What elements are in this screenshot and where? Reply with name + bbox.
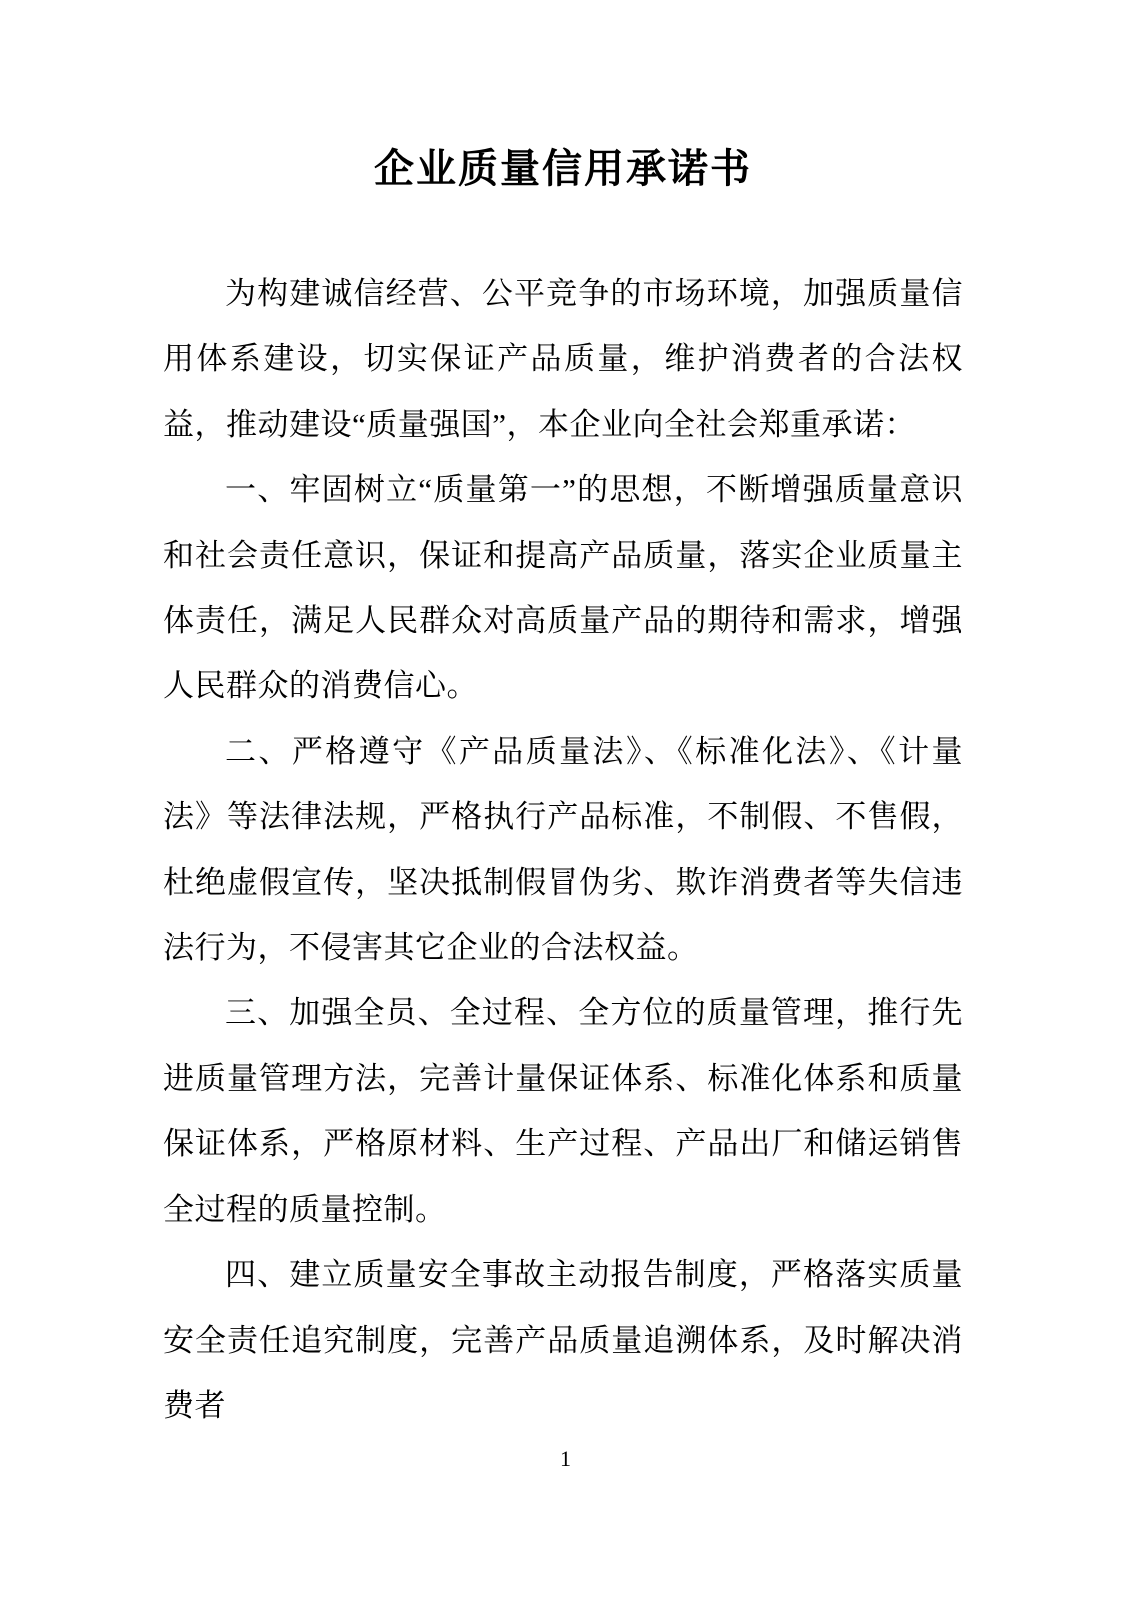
page-number: 1 — [560, 1446, 571, 1471]
paragraph-item-3: 三、加强全员、全过程、全方位的质量管理，推行先进质量管理方法，完善计量保证体系、标准化体系和质量保证体系，严格原材料、生产过程、产品出厂和储运销售全过程的质量控制。 — [163, 995, 963, 1227]
paragraph-item-2: 二、严格遵守《产品质量法》、《标准化法》、《计量法》等法律法规，严格执行产品标准，不制假、不售假，杜绝虚假宣传，坚决抵制假冒伪劣、欺诈消费者等失信违法行为，不侵害其它企业的合法权益。 — [163, 733, 963, 966]
document-content — [0, 146, 1131, 1438]
paragraph-intro: 为构建诚信经营、公平竞争的市场环境，加强质量信用体系建设，切实保证产品质量，维护消费者的合法权益，推动建设“质量强国”，本企业向全社会郑重承诺： — [163, 276, 963, 442]
document-title: 企业质量信用承诺书 — [374, 147, 752, 191]
document-body — [163, 261, 963, 1438]
paragraph-item-1: 一、牢固树立“质量第一”的思想，不断增强质量意识和社会责任意识，保证和提高产品质量，落实企业质量主体责任，满足人民群众对高质量产品的期待和需求，增强人民群众的消费信心。 — [163, 472, 963, 704]
paragraph-item-4: 四、建立质量安全事故主动报告制度，严格落实质量安全责任追究制度，完善产品质量追溯体系，及时解决消费者 — [163, 1257, 963, 1423]
